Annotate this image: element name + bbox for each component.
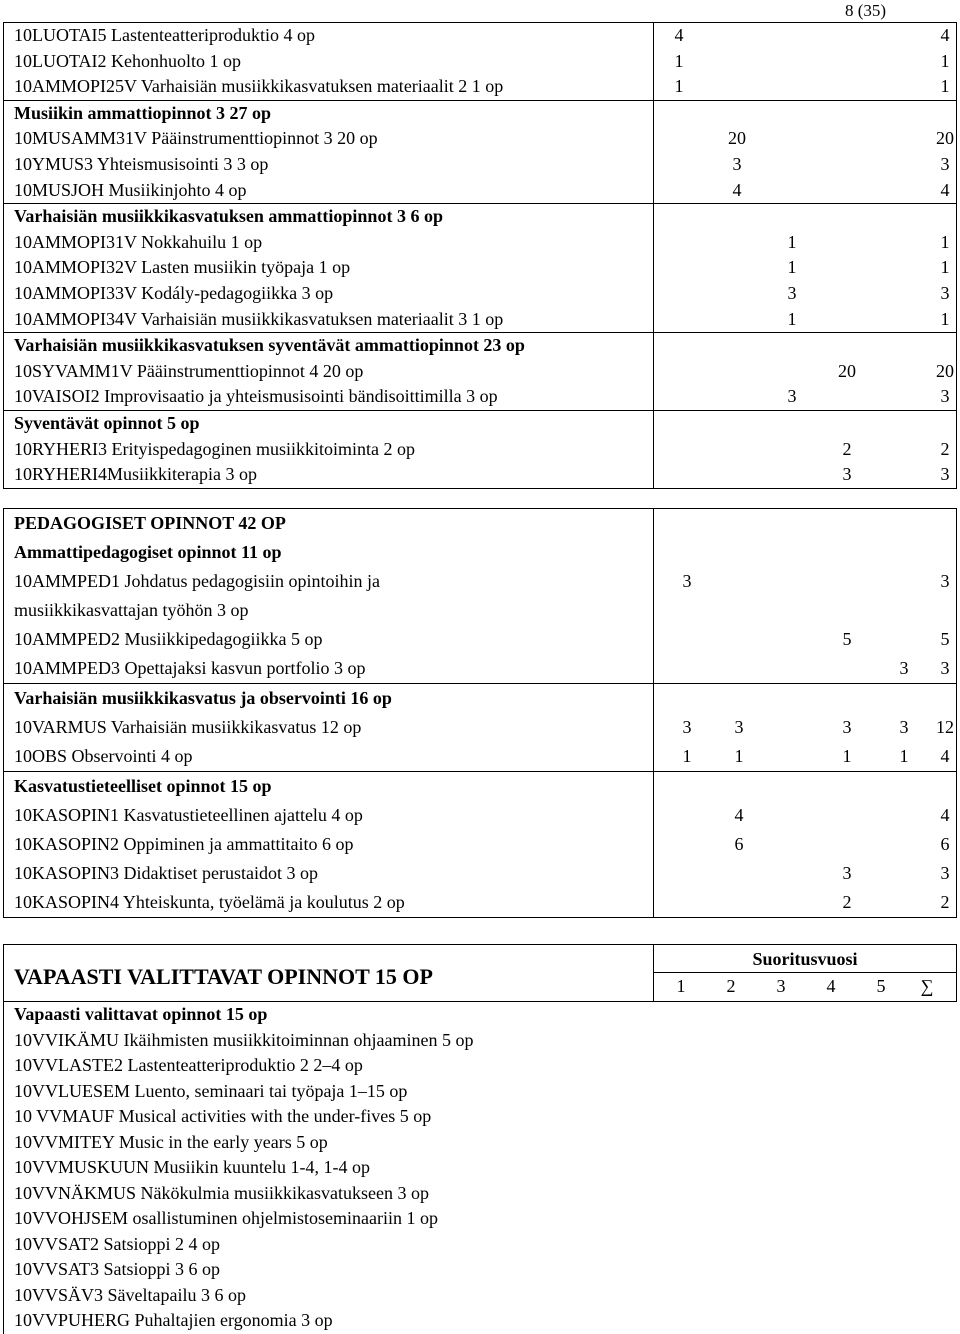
course-row <box>4 359 653 385</box>
credits-cell <box>654 410 957 488</box>
course-row <box>4 384 653 410</box>
course-label: 10KASOPIN4 Yhteiskunta, työelämä ja koulutus 2 op <box>14 892 405 912</box>
course-group <box>4 684 957 772</box>
credit-year-2: 3 <box>734 717 744 737</box>
course-label: 10AMMOPI25V Varhaisiän musiikkikasvatuksen materiaalit 2 1 op <box>14 76 504 97</box>
credit-values-row <box>654 801 956 830</box>
credit-values-row <box>654 384 956 410</box>
year-label-5: 5 <box>876 976 886 996</box>
credit-total: 6 <box>940 834 950 854</box>
course-row: 10VVMUSKUUN Musiikin kuuntelu 1-4, 1-4 op <box>14 1157 371 1177</box>
course-row: 10VVIKÄMU Ikäihmisten musiikkitoiminnan ohjaaminen 5 op <box>14 1029 474 1050</box>
credit-year-1: 3 <box>682 717 692 737</box>
credit-values-row <box>654 888 956 917</box>
credit-year-4: 3 <box>842 863 852 883</box>
course-row <box>4 307 653 333</box>
credit-values-row <box>654 713 956 742</box>
credit-values-row <box>654 437 956 463</box>
credit-values-row <box>654 49 956 75</box>
credit-year-1: 3 <box>682 571 692 591</box>
course-row <box>4 654 653 683</box>
course-row <box>4 801 653 830</box>
course-row <box>4 281 653 307</box>
course-row <box>4 859 653 888</box>
credit-values-row <box>654 281 956 307</box>
credit-values-row <box>654 359 956 385</box>
credit-year-4: 1 <box>842 746 852 766</box>
course-row <box>4 230 653 256</box>
credit-values-row <box>654 204 956 230</box>
curriculum-table-free-choice-studies <box>3 944 957 1334</box>
credit-total: 3 <box>940 658 950 678</box>
credit-total: 3 <box>940 571 950 591</box>
credit-total: 3 <box>940 464 950 485</box>
course-row <box>4 152 653 178</box>
year-label-1: 1 <box>676 976 686 996</box>
credit-year-4: 2 <box>842 892 852 912</box>
year-header: Suoritusvuosi <box>752 949 858 969</box>
course-row: 10VVSÄV3 Säveltapailu 3 6 op <box>14 1284 246 1305</box>
credit-values-row <box>654 567 956 596</box>
credit-values-row <box>654 230 956 256</box>
group-header-label: Varhaisiän musiikkikasvatuksen syventävät ammattiopinnot 23 op <box>14 335 525 356</box>
course-row: 10VVLUESEM Luento, seminaari tai työpaja 1–15 op <box>14 1080 408 1101</box>
credit-values-row <box>654 742 956 771</box>
credit-year-1: 1 <box>674 50 684 71</box>
group-header-label: Kasvatustieteelliset opinnot 15 op <box>14 776 272 796</box>
year-label-2: 2 <box>726 976 736 996</box>
course-names-cell <box>4 684 654 772</box>
course-row <box>4 437 653 463</box>
section-title: VAPAASTI VALITTAVAT OPINNOT 15 OP <box>14 964 433 989</box>
credit-total: 20 <box>936 128 954 149</box>
course-group <box>4 23 957 101</box>
group-header-label: Varhaisiän musiikkikasvatus ja observointi 16 op <box>14 688 392 708</box>
group-header <box>4 411 653 437</box>
credit-year-2: 1 <box>734 746 744 766</box>
course-label: 10YMUS3 Yhteismusisointi 3 3 op <box>14 153 269 174</box>
course-label: 10SYVAMM1V Pääinstrumenttiopinnot 4 20 op <box>14 360 364 381</box>
credit-total: 4 <box>940 25 950 45</box>
credit-year-5: 1 <box>899 746 909 766</box>
course-row: 10VVPUHERG Puhaltajien ergonomia 3 op <box>14 1310 333 1330</box>
credit-values-row <box>654 830 956 859</box>
credit-total: 20 <box>936 360 954 381</box>
curriculum-table-pedagogical-studies <box>3 508 957 918</box>
group-header <box>4 772 653 801</box>
credits-cell <box>654 684 957 772</box>
credit-year-2: 20 <box>728 128 746 149</box>
course-row <box>4 596 653 625</box>
credit-values-row <box>654 538 956 567</box>
course-label: 10AMMOPI33V Kodály-pedagogiikka 3 op <box>14 282 334 303</box>
year-label-4: 4 <box>826 976 836 996</box>
credit-values-row <box>654 772 956 801</box>
group-header <box>4 204 653 230</box>
header-divider <box>654 972 956 973</box>
credit-total: 1 <box>940 231 950 252</box>
credit-values-row <box>654 654 956 683</box>
group-header <box>4 684 653 713</box>
course-names-cell <box>4 772 654 918</box>
course-row <box>4 830 653 859</box>
course-label: 10AMMOPI34V Varhaisiän musiikkikasvatuksen materiaalit 3 1 op <box>14 308 504 329</box>
course-group <box>4 333 957 411</box>
course-row <box>4 462 653 488</box>
credit-total: 5 <box>940 629 950 649</box>
course-group <box>4 772 957 918</box>
credit-values-row <box>654 596 956 625</box>
course-group <box>4 410 957 488</box>
course-group <box>4 204 957 333</box>
course-label: 10LUOTAI2 Kehonhuolto 1 op <box>14 50 242 71</box>
course-row: 10 VVMAUF Musical activities with the under-fives 5 op <box>14 1106 432 1126</box>
credit-total: 3 <box>940 863 950 883</box>
course-label: 10AMMOPI32V Lasten musiikin työpaja 1 op <box>14 257 351 278</box>
credit-total: 3 <box>940 386 950 407</box>
credit-values-row <box>654 101 956 127</box>
credit-values-row <box>654 684 956 713</box>
course-row: 10VVLASTE2 Lastenteatteriproduktio 2 2–4 op <box>14 1055 363 1075</box>
course-row <box>4 126 653 152</box>
course-names-cell <box>4 410 654 488</box>
course-row: 10VVMITEY Music in the early years 5 op <box>14 1131 328 1152</box>
course-row: 10VVNÄKMUS Näkökulmia musiikkikasvatukseen 3 op <box>14 1182 429 1203</box>
credit-values-row <box>654 333 956 359</box>
credit-total: 4 <box>940 805 950 825</box>
credits-cell <box>654 538 957 684</box>
page-number: 8 (35) <box>845 1 887 20</box>
course-label: 10AMMOPI31V Nokkahuilu 1 op <box>14 231 263 252</box>
group-header-label: Varhaisiän musiikkikasvatuksen ammattiopinnot 3 6 op <box>14 206 443 227</box>
section-title: PEDAGOGISET OPINNOT 42 OP <box>14 513 286 533</box>
course-label: 10VARMUS Varhaisiän musiikkikasvatus 12 op <box>14 717 362 737</box>
group-header-label: Syventävät opinnot 5 op <box>14 412 200 433</box>
credit-year-3: 1 <box>787 308 797 329</box>
course-label: 10VAISOI2 Improvisaatio ja yhteismusisointi bändisoittimilla 3 op <box>14 386 498 407</box>
credit-values-row <box>654 625 956 654</box>
group-header: Vapaasti valittavat opinnot 15 op <box>14 1004 268 1024</box>
credit-total: 1 <box>940 257 950 278</box>
course-row <box>4 74 653 100</box>
credit-year-1: 1 <box>674 76 684 97</box>
credit-values-row <box>654 152 956 178</box>
group-header <box>4 101 653 127</box>
course-row <box>4 888 653 917</box>
course-label: 10KASOPIN1 Kasvatustieteellinen ajattelu 4 op <box>14 805 363 825</box>
credit-total: 1 <box>940 50 950 71</box>
credit-total: 4 <box>940 179 950 200</box>
credit-values-row <box>654 255 956 281</box>
course-row <box>4 713 653 742</box>
course-names-cell <box>4 333 654 411</box>
credit-values-row <box>654 74 956 100</box>
credit-total: 4 <box>940 746 950 766</box>
course-label: 10MUSJOH Musiikinjohto 4 op <box>14 179 247 200</box>
credit-year-2: 4 <box>732 179 742 200</box>
course-label: musiikkikasvattajan työhön 3 op <box>14 600 249 620</box>
course-group <box>4 100 957 203</box>
course-row <box>4 742 653 771</box>
credit-values-row <box>654 178 956 204</box>
sum-symbol: ∑ <box>920 976 934 996</box>
course-row: 10VVOHJSEM osallistuminen ohjelmistoseminaariin 1 op <box>14 1208 438 1228</box>
credit-year-5: 3 <box>899 717 909 737</box>
credit-year-3: 3 <box>787 386 797 407</box>
course-label: 10OBS Observointi 4 op <box>14 746 193 766</box>
credit-year-4: 20 <box>838 360 856 381</box>
credit-total: 2 <box>940 892 950 912</box>
credits-cell <box>654 204 957 333</box>
course-row: 10VVSAT2 Satsioppi 2 4 op <box>14 1233 221 1254</box>
course-names-cell <box>4 23 654 101</box>
course-label: 10AMMPED2 Musiikkipedagogiikka 5 op <box>14 629 323 649</box>
credit-year-1: 1 <box>682 746 692 766</box>
credit-year-3: 1 <box>787 231 797 252</box>
credit-year-3: 1 <box>787 257 797 278</box>
course-label: 10LUOTAI5 Lastenteatteriproduktio 4 op <box>14 25 315 45</box>
course-names-cell <box>4 538 654 684</box>
credit-values-row <box>654 307 956 333</box>
credit-year-4: 5 <box>842 629 852 649</box>
credit-values-row <box>654 462 956 488</box>
course-row <box>4 178 653 204</box>
course-names-cell <box>4 204 654 333</box>
credits-cell <box>654 772 957 918</box>
course-row <box>4 625 653 654</box>
credit-year-2: 3 <box>732 153 742 174</box>
credit-year-4: 3 <box>842 717 852 737</box>
course-label: 10KASOPIN3 Didaktiset perustaidot 3 op <box>14 863 318 883</box>
course-group <box>4 538 957 684</box>
credit-values-row <box>654 126 956 152</box>
credit-total: 1 <box>940 76 950 97</box>
course-label: 10KASOPIN2 Oppiminen ja ammattitaito 6 op <box>14 834 354 854</box>
course-label: 10AMMPED3 Opettajaksi kasvun portfolio 3 op <box>14 658 366 678</box>
group-header-label: Musiikin ammattiopinnot 3 27 op <box>14 102 272 123</box>
course-label: 10RYHERI4Musiikkiterapia 3 op <box>14 464 257 485</box>
credit-year-5: 3 <box>899 658 909 678</box>
course-row: 10VVSAT3 Satsioppi 3 6 op <box>14 1259 221 1279</box>
credit-total: 3 <box>940 282 950 303</box>
year-label-3: 3 <box>776 976 786 996</box>
credit-values-row <box>654 411 956 437</box>
curriculum-table-professional-studies <box>3 22 957 489</box>
course-label: 10RYHERI3 Erityispedagoginen musiikkitoiminta 2 op <box>14 438 415 459</box>
credit-year-4: 2 <box>842 438 852 459</box>
course-names-cell <box>4 100 654 203</box>
credit-values-row <box>654 859 956 888</box>
course-row <box>4 567 653 596</box>
credit-year-2: 6 <box>734 834 744 854</box>
group-header <box>4 538 653 567</box>
credit-total: 12 <box>936 717 954 737</box>
credit-total: 2 <box>940 438 950 459</box>
credits-cell <box>654 100 957 203</box>
credit-total: 3 <box>940 153 950 174</box>
credit-values-row <box>654 23 956 49</box>
course-row <box>4 255 653 281</box>
group-header <box>4 333 653 359</box>
credit-year-2: 4 <box>734 805 744 825</box>
credit-year-3: 3 <box>787 282 797 303</box>
credit-total: 1 <box>940 308 950 329</box>
credits-cell <box>654 23 957 101</box>
course-label: 10MUSAMM31V Pääinstrumenttiopinnot 3 20 op <box>14 128 378 149</box>
course-row <box>4 23 653 49</box>
course-row <box>4 49 653 75</box>
credits-cell <box>654 333 957 411</box>
credit-year-1: 4 <box>674 25 684 45</box>
credit-year-4: 3 <box>842 464 852 485</box>
group-header-label: Ammattipedagogiset opinnot 11 op <box>14 542 282 562</box>
course-label: 10AMMPED1 Johdatus pedagogisiin opintoihin ja <box>14 571 380 591</box>
